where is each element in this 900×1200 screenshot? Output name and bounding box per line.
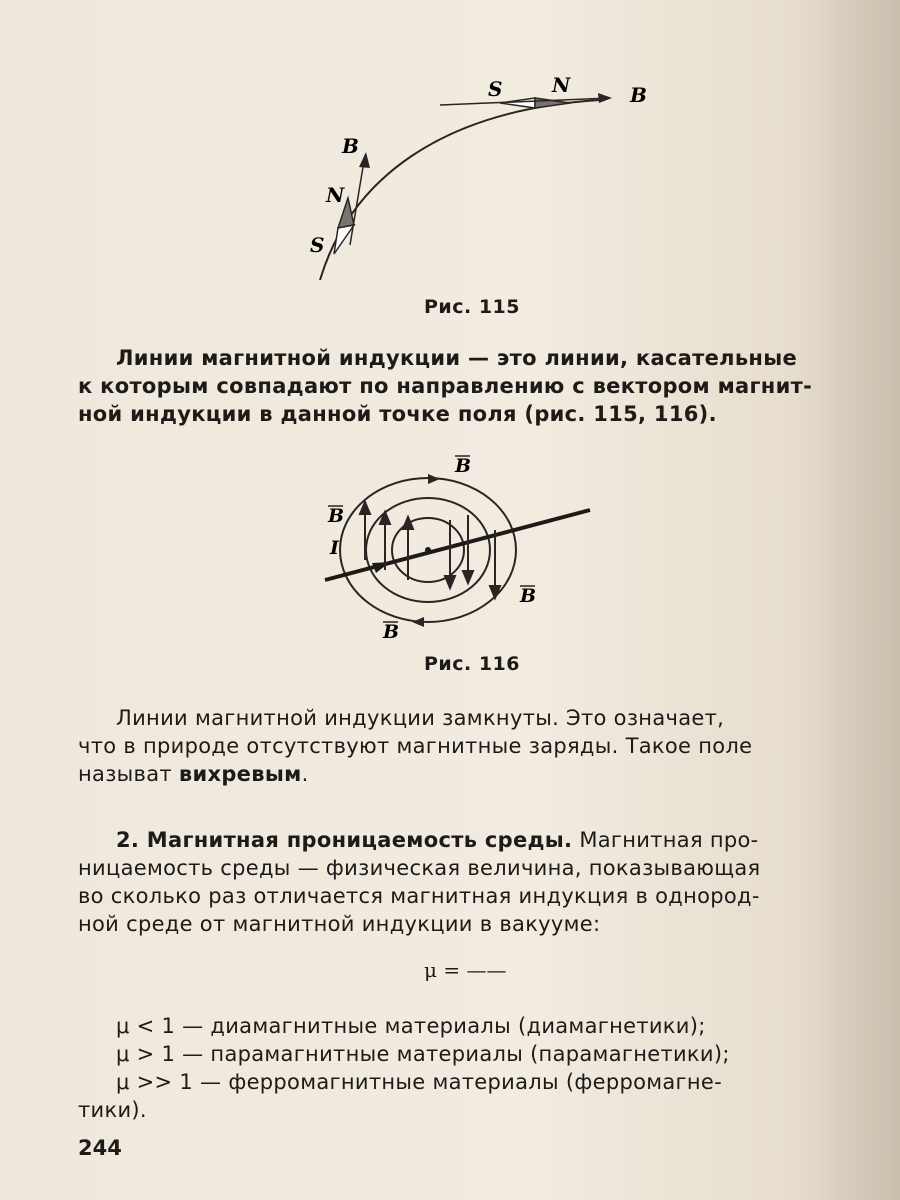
vector-b-top-arrowhead	[598, 93, 612, 103]
label-b-bottom-116: B	[383, 621, 400, 643]
label-n-top: N	[552, 73, 571, 97]
loop-arrowhead-top	[428, 474, 440, 484]
current-arrowhead	[372, 562, 390, 573]
page-number: 244	[78, 1136, 122, 1160]
closed-lines-1: Линии магнитной индукции замкнуты. Это означает,	[116, 706, 725, 730]
section-2-line-3: во сколько раз отличается магнитная индукция в однород-	[78, 884, 760, 908]
figure-115	[290, 40, 670, 290]
material-ferromagnetic: μ >> 1 — ферромагнитные материалы (ферромагне-	[116, 1070, 722, 1094]
closed-lines-2: что в природе отсутствуют магнитные заряды. Такое поле	[78, 734, 753, 758]
permeability-formula: μ = ——	[424, 958, 507, 982]
label-s-left: S	[310, 233, 325, 257]
wire-center-dot	[425, 547, 431, 553]
figure-115-caption: Рис. 115	[424, 296, 520, 318]
section-2-line-2: ницаемость среды — физическая величина, показывающая	[78, 856, 761, 880]
material-diamagnetic: μ < 1 — диамагнитные материалы (диамагнетики);	[116, 1014, 706, 1038]
label-b-left-116: B	[328, 505, 345, 527]
loop-arrowhead-bottom	[412, 617, 424, 627]
section-2-line-4: ной среде от магнитной индукции в вакууме:	[78, 912, 601, 936]
material-paramagnetic: μ > 1 — парамагнитные материалы (парамагнетики);	[116, 1042, 730, 1066]
label-n-left: N	[326, 183, 345, 207]
definition-line-2: к которым совпадают по направлению с вектором магнит-	[78, 374, 813, 398]
figure-116-caption: Рис. 116	[424, 653, 520, 675]
definition-line-1: Линии магнитной индукции — это линии, касательные	[116, 346, 798, 370]
label-i: I	[330, 537, 339, 559]
section-2-line-1-rest: Магнитная про-	[572, 828, 759, 852]
label-s-top: S	[488, 77, 503, 101]
term-vortex: вихревым	[178, 762, 302, 786]
field-line	[320, 100, 600, 280]
closed-lines-3-suffix: .	[301, 762, 309, 786]
vector-b-left-arrowhead	[359, 152, 370, 168]
label-b-top: B	[630, 83, 647, 107]
section-2-line-1	[116, 826, 759, 854]
section-2-heading: 2. Магнитная проницаемость среды.	[116, 828, 573, 852]
closed-lines-3	[78, 760, 309, 788]
label-b-left: B	[342, 134, 359, 158]
label-b-right-116: B	[520, 585, 537, 607]
definition-line-3: ной индукции в данной точке поля (рис. 115, 116).	[78, 402, 717, 426]
closed-lines-3-prefix: называт	[78, 762, 179, 786]
label-b-top-116: B	[455, 455, 472, 477]
figure-116	[320, 450, 620, 650]
material-ferromagnetic-cont: тики).	[78, 1098, 147, 1122]
